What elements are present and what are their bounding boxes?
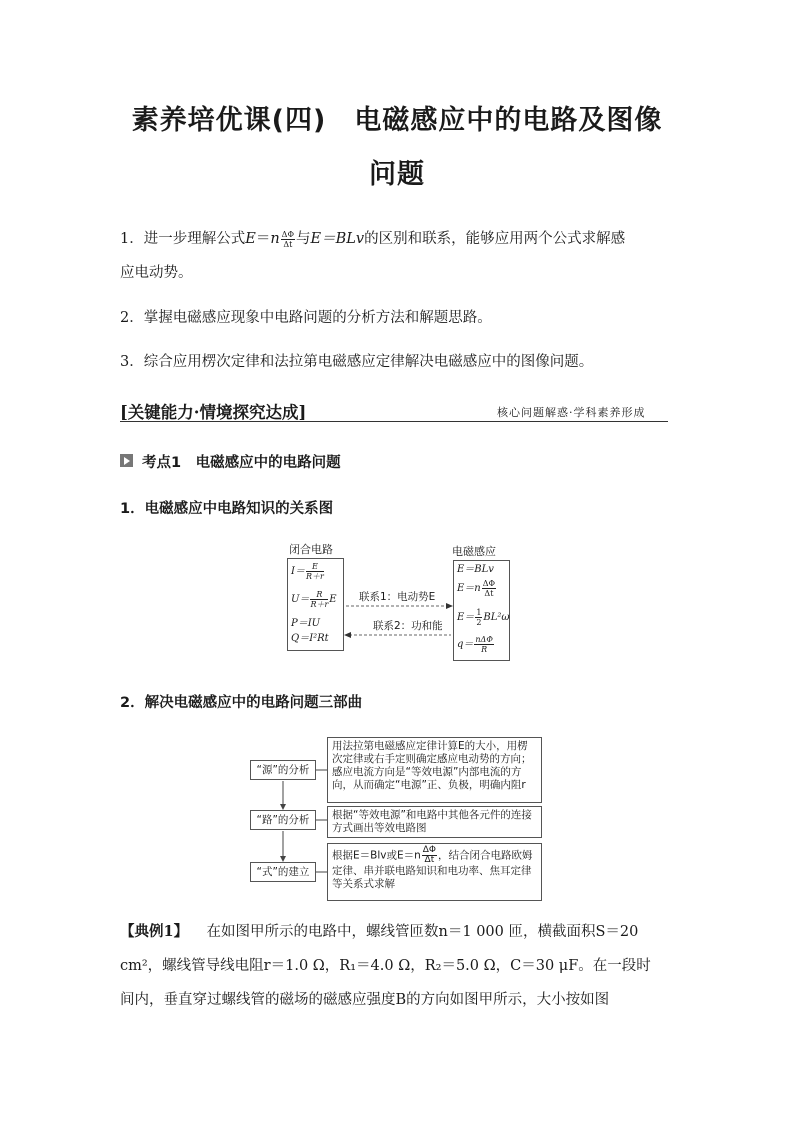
play-triangle-icon: [120, 454, 133, 467]
rotating-fraction: [475, 608, 482, 627]
em-induction-box: [453, 560, 510, 661]
link1-arrowhead: [446, 603, 453, 609]
formula-blv: E＝BLv: [310, 231, 365, 247]
example-line-3: 间内，垂直穿过螺线管的磁场的磁感应强度B的方向如图甲所示，大小按如图: [120, 992, 610, 1008]
formula-current: [291, 562, 325, 581]
motional-emf-text: E＝BLv: [457, 564, 494, 575]
formula-charge: [457, 635, 495, 654]
formula-motional-emf: [457, 564, 494, 576]
objective-1: [120, 228, 680, 250]
formula-eq: ＝: [255, 231, 271, 247]
objective-1-line2: 应电动势。: [120, 265, 193, 281]
formula-denominator: Δt: [283, 239, 293, 249]
voltage-den: R＋r: [310, 600, 329, 609]
formula-power: [291, 618, 320, 630]
formula-e: E: [245, 231, 256, 247]
objective-1-suffix: 的区别和联系，能够应用两个公式求解感: [364, 231, 626, 247]
voltage-lhs: U＝: [291, 594, 310, 605]
objective-1-prefix: 1．进一步理解公式: [120, 231, 246, 247]
equation-desc-a: 根据E＝Blv或E＝n: [332, 849, 421, 862]
link1-label: 联系1：电动势E: [359, 591, 436, 603]
formula-n: n: [270, 231, 280, 247]
em-induction-title: 电磁感应: [452, 545, 496, 558]
formula-numerator: ΔΦ: [281, 229, 295, 239]
charge-den: R: [481, 645, 488, 654]
current-den: R＋r: [305, 572, 324, 581]
closed-circuit-box: [287, 558, 344, 651]
power-text: P＝IU: [291, 618, 321, 629]
charge-lhs: q＝: [457, 639, 474, 650]
equation-setup-desc: [327, 843, 542, 901]
charge-num: nΔΦ: [475, 635, 493, 644]
page-title: 素养培优课(四) 电磁感应中的电路及图像: [131, 105, 663, 136]
example-line-2: cm²，螺线管导线电阻r＝1.0 Ω，R₁＝4.0 Ω，R₂＝5.0 Ω，C＝30 μF。在一段时: [120, 958, 651, 974]
voltage-fraction: [310, 590, 328, 609]
voltage-tail: E: [329, 594, 337, 605]
formula-faraday: [457, 579, 497, 598]
step-source-box: “源”的分析: [250, 760, 316, 780]
step-equation-box: “式”的建立: [250, 862, 316, 882]
formula-voltage: [291, 590, 337, 609]
equation-desc-fraction: [422, 846, 437, 865]
rotating-num: 1: [476, 608, 482, 617]
formula-rotating-emf: [457, 608, 510, 627]
example-line-1: [120, 918, 680, 946]
current-lhs: I＝: [291, 566, 305, 577]
faraday-num: ΔΦ: [482, 579, 496, 588]
objective-2: 2．掌握电磁感应现象中电路问题的分析方法和解题思路。: [120, 310, 492, 326]
equation-desc-num: ΔΦ: [422, 845, 437, 855]
objective-1-mid: 与: [296, 231, 311, 247]
rotating-lhs: E＝: [457, 612, 475, 623]
section-title: [关键能力·情境探究达成]: [120, 403, 307, 422]
closed-circuit-title: 闭合电路: [289, 543, 333, 556]
objective-3: 3．综合应用楞次定律和法拉第电磁感应定律解决电磁感应中的图像问题。: [120, 354, 594, 370]
faraday-fraction: [482, 579, 496, 598]
steps-connectors: [240, 740, 330, 900]
formula-fraction: [281, 230, 295, 249]
step-circuit-box: “路”的分析: [250, 810, 316, 830]
faraday-den: Δt: [484, 589, 494, 598]
example-text-1: 在如图甲所示的电路中，螺线管匝数n＝1 000 匝，横截面积S＝20: [206, 924, 639, 940]
heading-three-steps: 2．解决电磁感应中的电路问题三部曲: [120, 695, 363, 711]
link2-arrowhead: [344, 632, 351, 638]
voltage-num: R: [310, 590, 328, 600]
heading-relationship-diagram: 1．电磁感应中电路知识的关系图: [120, 501, 334, 517]
kaodian-heading: 考点1 电磁感应中的电路问题: [142, 455, 341, 471]
rotating-tail: BL²ω: [483, 612, 510, 623]
charge-fraction: [474, 635, 494, 654]
equation-desc-b: ，结合闭合电路欧姆定律、串并联电路知识和电功率、焦耳定律等关系式求解: [332, 849, 533, 890]
link2-label: 联系2：功和能: [373, 620, 443, 632]
source-analysis-desc: 用法拉第电磁感应定律计算E的大小，用楞次定律或右手定则确定感应电动势的方向；感应电流方向是“等效电源”内部电流的方向，从而确定“电源”正、负极，明确内阻r: [327, 737, 542, 803]
rotating-den: 2: [476, 618, 482, 627]
heat-text: Q＝I²Rt: [291, 633, 329, 644]
formula-heat: [291, 633, 329, 645]
example-label: 【典例1】: [120, 923, 189, 940]
current-fraction: [306, 562, 324, 581]
section-subtitle: 核心问题解惑·学科素养形成: [497, 406, 646, 419]
down-arrow-1-head: [280, 804, 286, 810]
down-arrow-2-head: [280, 856, 286, 862]
faraday-lhs: E＝n: [457, 583, 481, 594]
current-num: E: [306, 562, 324, 572]
page-title-line2: 问题: [369, 159, 425, 190]
circuit-analysis-desc: 根据“等效电源”和电路中其他各元件的连接方式画出等效电路图: [327, 806, 542, 838]
equation-desc-den: Δt: [424, 855, 435, 865]
